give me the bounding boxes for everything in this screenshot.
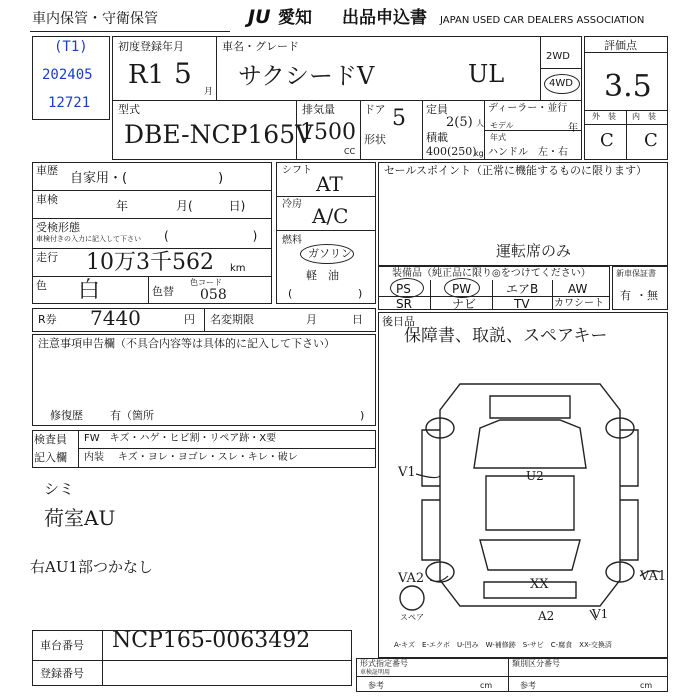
displacement-label: 排気量 (302, 103, 335, 116)
org-name: 愛知 (278, 8, 312, 28)
capacity: 2(5) (446, 115, 473, 130)
repair-label: 修復歴 (50, 409, 83, 422)
model-label: 車名・グレード (222, 40, 299, 53)
displacement: 1500 (300, 120, 356, 145)
reception-note: 車検付きの入力に記入して下さい (36, 235, 141, 243)
mark-v1-left: V1 (398, 465, 416, 480)
reception-label: 受検形態 (36, 221, 80, 234)
mark-a2: A2 (538, 609, 555, 623)
lot-number: 12721 (48, 95, 91, 111)
recycle-yen: 円 (184, 313, 195, 326)
sales-handwriting: 運転席のみ (496, 242, 572, 260)
shape-label: 形状 (364, 133, 386, 146)
left-rear-door (422, 500, 440, 560)
mark-v1-bottom: V1 (592, 607, 609, 621)
association-name: JAPAN USED CAR DEALERS ASSOCIATION (440, 15, 645, 26)
ref-label-left: 参考 (368, 681, 384, 690)
drive-2wd: 2WD (546, 51, 570, 62)
fuel-gasoline: ガソリン (308, 247, 352, 260)
km-unit: km (230, 263, 246, 274)
capacity-unit: 人 (476, 119, 484, 128)
first-reg-label: 初度登録年月 (118, 40, 184, 53)
load-label: 積載 (426, 131, 448, 144)
custody-label: 車内保管・守衛保管 (32, 11, 158, 27)
type-label: 型式 (118, 103, 140, 116)
warranty-yes: 有 (620, 289, 631, 302)
score-label: 評価点 (604, 39, 637, 52)
ac-label: 冷房 (282, 199, 302, 210)
recycle-label: R券 (38, 313, 57, 326)
reg-label: 登録番号 (40, 667, 84, 680)
load: 400(250) (426, 145, 477, 158)
color-code: 058 (200, 287, 227, 303)
dealer-label: ディーラー・並行 (488, 103, 568, 114)
cm-right: cm (640, 681, 653, 690)
name-change-day: 日 (352, 313, 363, 326)
exterior-label: 外 装 (592, 112, 616, 121)
cert-small: 車検証明用 (360, 669, 391, 676)
month-unit: 月 (204, 87, 214, 97)
remark-right: 右AU1部つかなし (30, 558, 154, 576)
damage-legend: A-キズ E-エクボ U-凹み W-補修跡 S-サビ C-腐食 XX-交換済 (394, 641, 612, 649)
equipment-aw: AW (568, 282, 588, 296)
lot-code: (T1) (54, 39, 88, 55)
color-label: 色 (36, 279, 47, 292)
first-reg-month: 5 (174, 57, 192, 90)
class-label: 類別区分番号 (512, 659, 560, 668)
capacity-label: 定員 (426, 103, 448, 116)
reception-value: ( ) (164, 229, 258, 243)
repair-value: 有（箇所 (110, 409, 154, 422)
hood-panel (490, 396, 570, 418)
mileage-label: 走行 (36, 251, 58, 264)
lot-date: 202405 (42, 67, 93, 83)
grade: UL (468, 60, 505, 88)
ref-label-right: 参考 (520, 681, 536, 690)
first-reg-era: R1 (128, 60, 165, 90)
rear-label: 後日品 (382, 315, 415, 328)
notes-label: 注意事項申告欄（不具合内容等は具体的に記入して下さい） (38, 337, 335, 350)
fw-row: FW キズ・ハゲ・ヒビ割・リペア跡・X要 (84, 433, 277, 444)
mark-u2: U2 (526, 469, 544, 483)
shift-label: シフト (282, 165, 312, 176)
interior-row-label: 内装 (84, 452, 104, 463)
spare-label: スペア (400, 613, 424, 622)
interior-grade: C (644, 130, 658, 151)
windshield (474, 420, 586, 468)
recycle-value: 7440 (90, 306, 141, 330)
sales-label: セールスポイント（正常に機能するものに限ります） (384, 164, 648, 177)
cert-label: 形式指定番号 (360, 659, 408, 668)
score: 3.5 (604, 69, 652, 104)
interior-label: 内 装 (632, 112, 656, 121)
doors-label: ドア (364, 103, 386, 116)
rear-glass (480, 540, 580, 570)
model-year-label: モデル (490, 121, 514, 130)
year-unit: 年 (568, 123, 578, 134)
color-code-label: 色コード (190, 278, 222, 287)
doors: 5 (392, 106, 406, 131)
fuel-light: 軽 油 (306, 269, 339, 282)
handle-label: ハンドル 左・右 (488, 147, 568, 158)
cm-left: cm (480, 681, 493, 690)
equipment-label: 装備品（純正品に限り◎をつけてください） (392, 268, 591, 279)
equipment-leather: カワシート (554, 298, 604, 309)
cc-unit: CC (344, 147, 356, 156)
shift-value: AT (316, 172, 343, 196)
warranty-label: 新車保証書 (616, 269, 656, 278)
equipment-pw: PW (452, 282, 472, 296)
inspection-label: 車検 (36, 193, 58, 206)
right-rear-door (620, 500, 638, 560)
rear-handwriting: 保障書、取説、スペアキー (404, 326, 608, 346)
equipment-ps: PS (396, 282, 411, 296)
color-replace-label: 色替 (152, 285, 174, 298)
equipment-tv: TV (514, 297, 530, 311)
spare-tire (400, 586, 424, 610)
model-name: サクシードV (238, 62, 375, 90)
mark-xx: XX (530, 577, 549, 592)
equipment-sr: SR (396, 297, 412, 311)
ju-logo: JU (248, 6, 271, 28)
roof-panel (486, 476, 574, 530)
mark-va1: VA1 (640, 569, 667, 584)
name-change-label: 名変期限 (210, 313, 254, 326)
year-label: 年式 (490, 133, 506, 142)
kg-unit: kg (474, 149, 484, 158)
remark-cargo: 荷室AU (44, 506, 116, 530)
fuel-paren-close: ) (358, 287, 363, 300)
history-label: 車歴 (36, 164, 58, 177)
equipment-airbag: エアB (506, 282, 539, 296)
type-value: DBE-NCP165V (124, 120, 314, 149)
color-value: 白 (78, 278, 101, 303)
name-change-month: 月 (306, 313, 317, 326)
equipment-navi: ナビ (452, 297, 477, 311)
remark-stain: シミ (44, 480, 75, 498)
chassis-label: 車台番号 (40, 639, 84, 652)
mark-va2: VA2 (398, 571, 425, 586)
history-value: 自家用・( ) (70, 171, 224, 186)
fuel-paren-open: ( (288, 287, 293, 300)
drive-4wd: 4WD (549, 78, 573, 89)
warranty-no: ・無 (636, 289, 658, 302)
inspection-value: 年 月( 日) (116, 199, 246, 213)
form-title: 出品申込書 (342, 8, 427, 28)
entry-label: 記入欄 (34, 451, 67, 464)
mileage: 10万3千562 (86, 250, 214, 275)
chassis-value: NCP165-0063492 (112, 628, 311, 653)
fuel-label: 燃料 (282, 235, 302, 246)
repair-close: ) (360, 409, 365, 422)
mark-line-va2 (430, 576, 448, 581)
interior-row: キズ・ヨレ・ヨゴレ・スレ・キレ・破レ (118, 452, 298, 463)
ac-value: A/C (312, 204, 349, 228)
inspector-label: 検査員 (34, 433, 67, 446)
exterior-grade: C (600, 130, 614, 151)
mark-line-v1-left (416, 474, 440, 478)
